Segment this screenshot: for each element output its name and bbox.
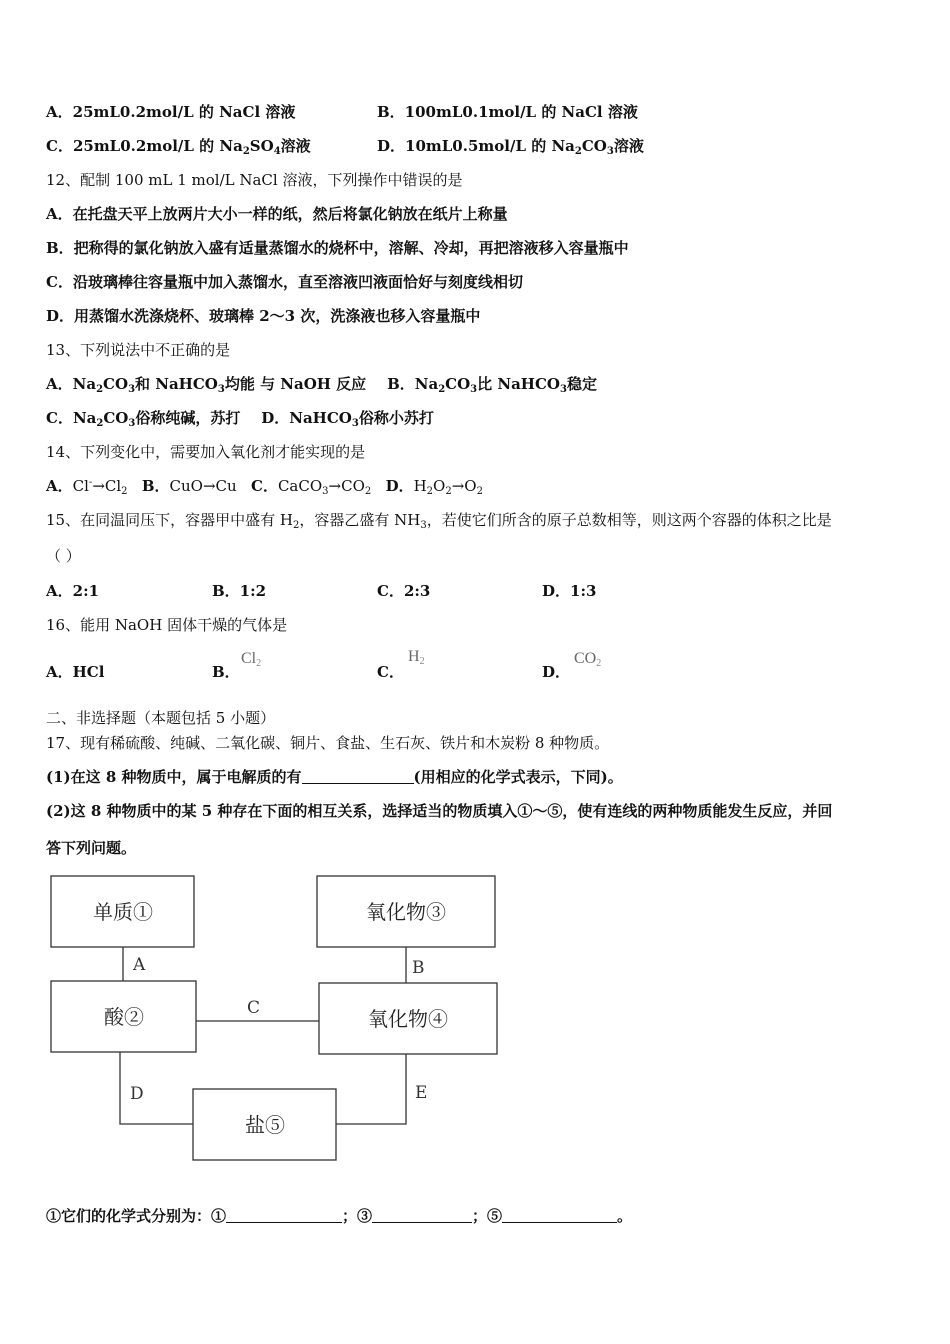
q15-stem: 15、在同温同压下，容器甲中盛有 $H_2$，容器乙盛有 $NH_3$，若使它们所含的原子总数相等，则这两个容器的体积之比是 [46, 511, 832, 531]
answer-blank-1[interactable] [226, 1206, 342, 1223]
label-a: A [133, 955, 146, 975]
line-e [336, 1054, 406, 1124]
q12-option-d: D．用蒸馏水洗涤烧杯、玻璃棒 2～3 次，洗涤液也移入容量瓶中 [46, 307, 481, 325]
label-e: E [415, 1083, 428, 1103]
q16-option-b-label: B． [212, 663, 240, 681]
q15-option-d: D．1:3 [542, 582, 597, 600]
q15-option-b: B．1:2 [212, 582, 267, 600]
label-c: C [247, 998, 261, 1018]
q17-part2-line2: 答下列问题。 [46, 839, 137, 857]
q12-stem: 12、配制 100 mL 1 mol/L NaCl 溶液，下列操作中错误的是 [46, 171, 463, 189]
q11-option-a: A．25mL0.2mol/L 的 NaCl 溶液 [46, 103, 296, 121]
q15-stem-line2: （ ） [46, 547, 81, 565]
q13-stem: 13、下列说法中不正确的是 [46, 341, 231, 359]
q14-stem: 14、下列变化中，需要加入氧化剂才能实现的是 [46, 443, 366, 461]
label-b: B [412, 958, 425, 978]
q17-answer-line: ①它们的化学式分别为：① ；③ ；⑤ 。 [46, 1207, 633, 1225]
q17-part1: (1)在这 8 种物质中，属于电解质的有 (用相应的化学式表示，下同)。 [46, 768, 623, 786]
q16-option-a: A．HCl [46, 663, 105, 681]
q16-option-c-label: C． [377, 663, 404, 681]
q11-option-b: B．100mL0.1mol/L 的 NaCl 溶液 [377, 103, 638, 121]
q12-option-b: B．把称得的氯化钠放入盛有适量蒸馏水的烧杯中，溶解、冷却，再把溶液移入容量瓶中 [46, 239, 629, 257]
q17-stem: 17、现有稀硫酸、纯碱、二氧化碳、铜片、食盐、生石灰、铁片和木炭粉 8 种物质。 [46, 734, 610, 752]
q17-part1-blank[interactable] [302, 767, 414, 784]
q14-options: A．$Cl^-\to Cl_2$ B．CuO→Cu C．$CaCO_3\to CO_2$ D．$H_2O_2\to O_2$ [46, 477, 483, 497]
q13-options-line2: C．$Na_2CO_3$俗称纯碱，苏打 D．NaHCO$_3$俗称小苏打 [46, 409, 434, 429]
q13-options-line1: A．$Na_2CO_3$和 NaHCO$_3$均能 与 NaOH 反应 B．$Na_2CO_3$比 NaHCO$_3$稳定 [46, 375, 597, 395]
q16-stem: 16、能用 NaOH 固体干燥的气体是 [46, 616, 288, 634]
box-3-label: 氧化物③ [366, 900, 446, 924]
label-d: D [130, 1084, 144, 1104]
q16-option-b-gas: $Cl_2$ [241, 650, 262, 669]
box-2-label: 酸② [104, 1005, 144, 1029]
box-1-label: 单质① [93, 900, 153, 924]
box-4-label: 氧化物④ [368, 1007, 448, 1031]
q16-option-d-label: D． [542, 663, 571, 681]
q17-part2-line1: (2)这 8 种物质中的某 5 种存在下面的相互关系，选择适当的物质填入①～⑤，使有连线的两种物质能发生反应，并回 [46, 802, 833, 820]
q15-option-a: A．2:1 [46, 582, 100, 600]
q11-option-c: C．25mL0.2mol/L 的 $Na_2SO_4$溶液 [46, 137, 311, 157]
q12-option-a: A．在托盘天平上放两片大小一样的纸，然后将氯化钠放在纸片上称量 [46, 205, 508, 223]
q15-option-c: C．2:3 [377, 582, 431, 600]
reaction-diagram [40, 868, 510, 1168]
answer-blank-3[interactable] [372, 1206, 472, 1223]
box-5-label: 盐⑤ [245, 1113, 285, 1137]
q16-option-c-gas: $H_2$ [408, 648, 425, 667]
section-heading: 二、非选择题（本题包括 5 小题） [46, 709, 276, 727]
answer-blank-5[interactable] [502, 1206, 617, 1223]
q12-option-c: C．沿玻璃棒往容量瓶中加入蒸馏水，直至溶液凹液面恰好与刻度线相切 [46, 273, 523, 291]
q11-option-d: D．10mL0.5mol/L 的 $Na_2CO_3$溶液 [377, 137, 644, 157]
q16-option-d-gas: $CO_2$ [574, 650, 602, 669]
